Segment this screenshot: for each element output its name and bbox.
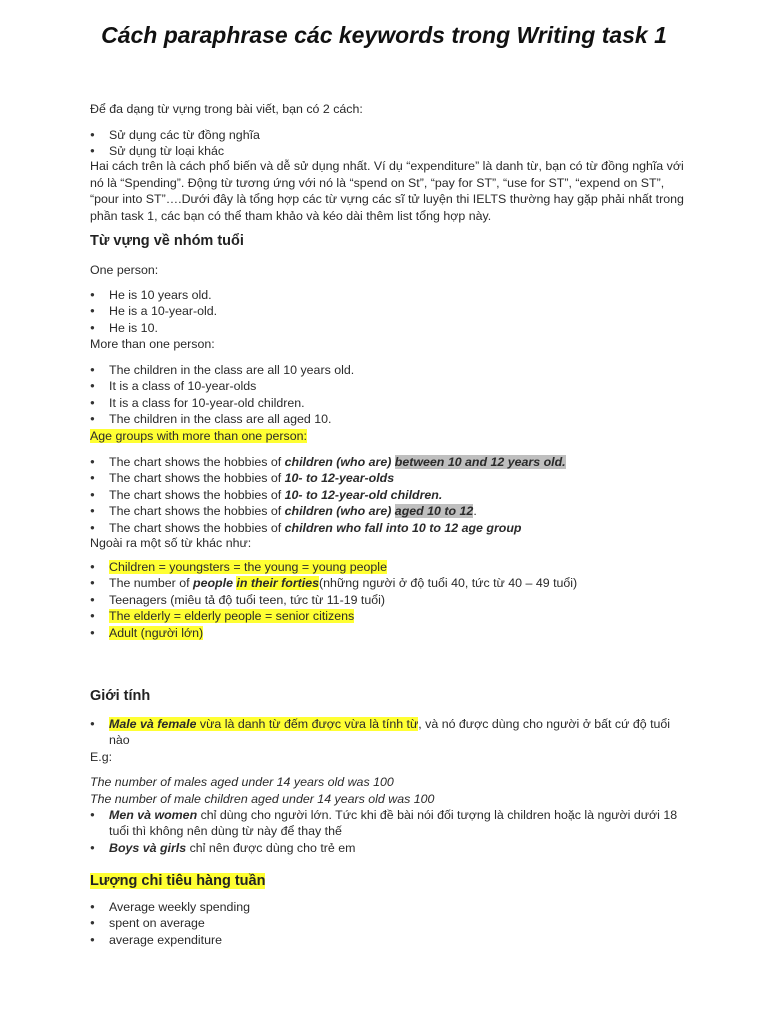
page-title: Cách paraphrase các keywords trong Writing task 1 [101,22,667,48]
more-person-list [90,362,354,428]
age-groups-list [90,454,566,536]
item-bold-text: 10- to 12-year-old children. [284,487,443,502]
intro-paragraph: Hai cách trên là cách phổ biến và dễ sử dụng nhất. Ví dụ “expenditure” là danh từ, bạn có từ đồng nghĩa với nó là “Spending”. Động từ tương ứng với nó là “spend on St”, “pay for ST”, “use for ST”, “expend on ST”, “pour into ST”….Dưới đây là tổng hợp các từ vựng các sĩ tử luyện thi IELTS thường hay gặp phải nhất trong phần task 1, các bạn có thể tham khảo và kéo dài thêm list tổng hợp này. [90,159,684,223]
item-text: The number of [109,576,194,591]
item-bold-text: people [193,576,237,591]
item-bold-text: children who fall into 10 to 12 age group [284,520,522,535]
highlight: Age groups with more than one person: [90,429,307,443]
list-item: ● Teenagers (miêu tả độ tuổi teen, tức từ 11-19 tuổi) [90,592,577,608]
list-item [90,625,577,641]
list-item [90,487,566,503]
list-item: ● spent on average [90,915,250,931]
list-item [90,716,690,749]
intro-bullet-list [90,127,260,160]
spending-list [90,899,250,948]
section-heading-gender: Giới tính [90,688,151,704]
item-text: chỉ dùng cho người lớn. Tức khi đề bài nói đối tượng là children hoặc là người dưới 18 tuổi thì không nên dùng từ này để thay thế [109,808,678,839]
item-bold-text: children (who are) [284,455,395,469]
item-bold-text: 10- to 12-year-olds [284,471,395,486]
item-bold-text: Boys và girls [109,840,187,855]
list-item [90,470,566,486]
list-item: ● He is a 10-year-old. [90,303,217,319]
grey-highlight: aged 10 to 12 [394,504,474,519]
list-item: ● He is 10 years old. [90,287,217,303]
list-item: ● It is a class of 10-year-olds [90,378,354,394]
list-item [90,454,566,470]
other-words-label: Ngoài ra một số từ khác như: [90,536,252,550]
list-item: ● Sử dụng các từ đồng nghĩa [90,127,260,143]
list-item [90,520,566,536]
list-item: ● The children in the class are all aged 10. [90,411,354,427]
gender-list-2 [90,807,690,856]
list-item [90,608,577,624]
highlight: in their forties [236,576,320,591]
list-item: ● average expenditure [90,932,250,948]
item-text: The chart shows the hobbies of [109,471,285,486]
age-groups-label [90,428,307,445]
list-item [90,559,577,575]
item-text: . [473,504,477,519]
section-heading-spending [90,873,265,889]
highlight: The elderly = elderly people = senior citizens [109,609,355,624]
item-text: (những người ở độ tuổi 40, tức từ 40 – 49 tuổi) [319,576,578,591]
more-person-label: More than one person: [90,337,215,351]
list-item [90,840,690,856]
item-text: chỉ nên được dùng cho trẻ em [186,840,356,855]
item-text: The chart shows the hobbies of [109,487,285,502]
list-item: ● Average weekly spending [90,899,250,915]
list-item [90,575,577,591]
example-sentence: The number of males aged under 14 years old was 100 [90,775,394,789]
highlight: Children = youngsters = the young = young people [109,560,387,574]
list-item: ● It is a class for 10-year-old children. [90,395,354,411]
one-person-list [90,287,217,336]
list-item: ● Sử dụng từ loại khác [90,143,260,159]
highlight: Male và female [109,717,197,731]
item-text: The chart shows the hobbies of [109,504,285,519]
item-text: The chart shows the hobbies of [109,520,285,535]
list-item [90,503,566,519]
item-text: The chart shows the hobbies of [109,455,285,469]
highlight: Adult (người lớn) [109,625,204,640]
item-bold-text: Men và women [109,808,198,822]
other-words-list [90,559,577,641]
list-item [90,807,690,840]
grey-highlight: between 10 and 12 years old. [394,455,566,469]
one-person-label: One person: [90,263,159,277]
example-sentence: The number of male children aged under 14 years old was 100 [90,792,435,806]
section-heading-age: Từ vựng về nhóm tuổi [90,233,244,249]
list-item: ● The children in the class are all 10 years old. [90,362,354,378]
item-bold-text: children (who are) [284,504,395,519]
intro-text: Để đa dạng từ vựng trong bài viết, bạn có 2 cách: [90,102,363,116]
item-text: , và nó được dùng cho người ở bất cứ độ tuổi nào [109,717,671,748]
list-item: ● He is 10. [90,320,217,336]
gender-list-1 [90,716,690,749]
example-label: E.g: [90,750,113,764]
highlight: vừa là danh từ đếm được vừa là tính từ [196,717,419,731]
highlight: Lượng chi tiêu hàng tuần [90,873,266,889]
